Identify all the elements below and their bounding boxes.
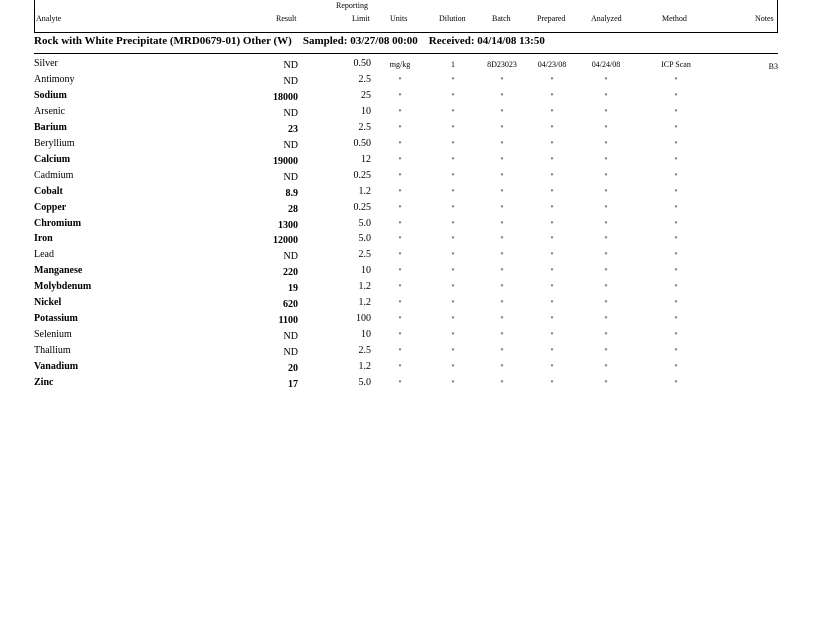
result-value: 20 xyxy=(288,363,298,375)
table-row xyxy=(0,58,816,74)
reporting-limit: 5.0 xyxy=(358,233,371,245)
table-row xyxy=(0,90,816,106)
ditto-mark: " xyxy=(550,235,554,245)
analyte-name: Manganese xyxy=(34,265,83,277)
ditto-mark: " xyxy=(451,123,455,133)
ditto-mark: " xyxy=(604,379,608,388)
ditto-mark: " xyxy=(674,203,678,213)
ditto-mark: " xyxy=(500,75,504,85)
ditto-mark: " xyxy=(550,379,554,388)
analyte-name: Nickel xyxy=(34,297,62,309)
ditto-mark: " xyxy=(451,235,455,245)
ditto-mark: " xyxy=(604,235,608,245)
header-result: Result xyxy=(276,14,297,23)
table-row xyxy=(0,313,816,329)
ditto-mark: " xyxy=(604,315,608,325)
ditto-mark: " xyxy=(674,299,678,309)
table-row xyxy=(0,377,816,393)
ditto-mark: " xyxy=(500,379,504,388)
ditto-mark: " xyxy=(604,219,608,229)
table-row xyxy=(0,138,816,154)
ditto-mark: " xyxy=(398,139,402,149)
header-limit: Limit xyxy=(352,14,370,23)
analyte-name: Chromium xyxy=(34,217,82,229)
analyte-name: Calcium xyxy=(34,153,71,165)
ditto-mark: " xyxy=(604,331,608,341)
ditto-mark: " xyxy=(674,107,678,117)
reporting-limit: 5.0 xyxy=(358,217,371,229)
reporting-limit: 1.2 xyxy=(358,361,371,373)
ditto-mark: " xyxy=(674,91,678,101)
analyte-name: Molybdenum xyxy=(34,281,92,293)
table-row xyxy=(0,265,816,281)
ditto-mark: " xyxy=(674,171,678,181)
analyte-name: Thallium xyxy=(34,345,71,357)
reporting-limit: 2.5 xyxy=(358,345,371,357)
table-row xyxy=(0,361,816,377)
ditto-mark: " xyxy=(398,219,402,229)
table-row xyxy=(0,106,816,122)
ditto-mark: " xyxy=(500,363,504,373)
ditto-mark: " xyxy=(674,331,678,341)
result-value: 18000 xyxy=(273,91,298,103)
ditto-mark: " xyxy=(398,347,402,357)
result-value: 1300 xyxy=(278,219,298,231)
reporting-limit: 10 xyxy=(361,329,371,341)
sample-sampled: Sampled: 03/27/08 00:00 xyxy=(302,35,418,47)
ditto-mark: " xyxy=(500,139,504,149)
ditto-mark: " xyxy=(604,75,608,85)
ditto-mark: " xyxy=(398,91,402,101)
result-value: 220 xyxy=(283,267,298,279)
ditto-mark: " xyxy=(604,299,608,309)
ditto-mark: " xyxy=(550,155,554,165)
analyte-name: Potassium xyxy=(34,313,78,325)
ditto-mark: " xyxy=(500,187,504,197)
header-analyte: Analyte xyxy=(36,14,62,23)
reporting-limit: 2.5 xyxy=(358,121,371,133)
reporting-limit: 1.2 xyxy=(358,185,371,197)
table-row xyxy=(0,122,816,138)
reporting-limit: 12 xyxy=(361,153,371,165)
analyte-name: Lead xyxy=(34,249,54,261)
table-row xyxy=(0,186,816,202)
ditto-mark: " xyxy=(398,331,402,341)
notes-value: B3 xyxy=(768,62,778,71)
units-value: mg/kg xyxy=(389,60,411,69)
ditto-mark: " xyxy=(500,107,504,117)
ditto-mark: " xyxy=(550,347,554,357)
result-value: 8.9 xyxy=(285,187,298,199)
ditto-mark: " xyxy=(674,283,678,293)
table-row xyxy=(0,281,816,297)
ditto-mark: " xyxy=(500,331,504,341)
table-row xyxy=(0,249,816,265)
ditto-mark: " xyxy=(604,251,608,261)
ditto-mark: " xyxy=(604,155,608,165)
header-method: Method xyxy=(662,14,687,23)
result-value: ND xyxy=(283,139,298,151)
ditto-mark: " xyxy=(674,315,678,325)
header-reporting: Reporting xyxy=(336,1,368,10)
ditto-mark: " xyxy=(674,155,678,165)
analyte-name: Silver xyxy=(34,58,58,69)
table-row xyxy=(0,154,816,170)
result-value: ND xyxy=(283,107,298,119)
ditto-mark: " xyxy=(550,75,554,85)
ditto-mark: " xyxy=(500,171,504,181)
ditto-mark: " xyxy=(500,235,504,245)
ditto-mark: " xyxy=(398,75,402,85)
header-prepared: Prepared xyxy=(537,14,566,23)
reporting-limit: 5.0 xyxy=(358,377,371,388)
ditto-mark: " xyxy=(398,379,402,388)
ditto-mark: " xyxy=(604,107,608,117)
sample-received: Received: 04/14/08 13:50 xyxy=(428,35,545,47)
ditto-mark: " xyxy=(500,91,504,101)
ditto-mark: " xyxy=(674,347,678,357)
ditto-mark: " xyxy=(398,171,402,181)
ditto-mark: " xyxy=(550,123,554,133)
ditto-mark: " xyxy=(451,283,455,293)
result-value: ND xyxy=(283,331,298,343)
result-value: 19000 xyxy=(273,155,298,167)
ditto-mark: " xyxy=(500,315,504,325)
reporting-limit: 0.50 xyxy=(353,58,371,69)
ditto-mark: " xyxy=(550,187,554,197)
reporting-limit: 2.5 xyxy=(358,249,371,261)
ditto-mark: " xyxy=(500,299,504,309)
ditto-mark: " xyxy=(451,203,455,213)
reporting-limit: 0.50 xyxy=(353,137,371,149)
result-value: ND xyxy=(283,75,298,87)
ditto-mark: " xyxy=(674,139,678,149)
ditto-mark: " xyxy=(451,155,455,165)
ditto-mark: " xyxy=(398,155,402,165)
analyte-name: Selenium xyxy=(34,329,72,341)
ditto-mark: " xyxy=(550,203,554,213)
analyte-name: Vanadium xyxy=(34,361,79,373)
method-value: ICP Scan xyxy=(661,60,691,69)
analyte-name: Sodium xyxy=(34,89,67,101)
header-batch: Batch xyxy=(492,14,511,23)
ditto-mark: " xyxy=(674,187,678,197)
ditto-mark: " xyxy=(500,267,504,277)
analyte-name: Cadmium xyxy=(34,169,74,181)
ditto-mark: " xyxy=(604,267,608,277)
ditto-mark: " xyxy=(398,251,402,261)
table-row xyxy=(0,202,816,218)
ditto-mark: " xyxy=(674,379,678,388)
ditto-mark: " xyxy=(674,251,678,261)
reporting-limit: 100 xyxy=(356,313,371,325)
separator-line xyxy=(34,53,778,54)
ditto-mark: " xyxy=(604,91,608,101)
ditto-mark: " xyxy=(451,347,455,357)
ditto-mark: " xyxy=(398,203,402,213)
reporting-limit: 25 xyxy=(361,89,371,101)
ditto-mark: " xyxy=(451,107,455,117)
result-value: ND xyxy=(283,251,298,263)
dilution-value: 1 xyxy=(451,60,455,69)
ditto-mark: " xyxy=(398,363,402,373)
ditto-mark: " xyxy=(398,283,402,293)
ditto-mark: " xyxy=(451,331,455,341)
table-row xyxy=(0,74,816,90)
ditto-mark: " xyxy=(451,171,455,181)
ditto-mark: " xyxy=(674,219,678,229)
ditto-mark: " xyxy=(550,283,554,293)
analyte-name: Iron xyxy=(34,233,53,245)
ditto-mark: " xyxy=(398,187,402,197)
reporting-limit: 1.2 xyxy=(358,281,371,293)
ditto-mark: " xyxy=(674,123,678,133)
table-row xyxy=(0,233,816,249)
reporting-limit: 0.25 xyxy=(353,169,371,181)
reporting-limit: 0.25 xyxy=(353,201,371,213)
ditto-mark: " xyxy=(604,283,608,293)
table-row xyxy=(0,218,816,234)
result-value: 17 xyxy=(288,379,298,390)
ditto-mark: " xyxy=(398,299,402,309)
analyzed-value: 04/24/08 xyxy=(591,60,621,69)
ditto-mark: " xyxy=(451,379,455,388)
ditto-mark: " xyxy=(500,203,504,213)
result-value: 620 xyxy=(283,299,298,311)
ditto-mark: " xyxy=(550,251,554,261)
analyte-name: Zinc xyxy=(34,377,54,388)
ditto-mark: " xyxy=(550,107,554,117)
ditto-mark: " xyxy=(451,299,455,309)
header-units: Units xyxy=(390,14,408,23)
ditto-mark: " xyxy=(500,123,504,133)
ditto-mark: " xyxy=(451,267,455,277)
ditto-mark: " xyxy=(604,171,608,181)
ditto-mark: " xyxy=(398,107,402,117)
ditto-mark: " xyxy=(500,219,504,229)
ditto-mark: " xyxy=(451,219,455,229)
ditto-mark: " xyxy=(451,315,455,325)
ditto-mark: " xyxy=(604,203,608,213)
header-notes: Notes xyxy=(755,14,774,23)
ditto-mark: " xyxy=(674,363,678,373)
table-row xyxy=(0,170,816,186)
result-value: 19 xyxy=(288,283,298,295)
prepared-value: 04/23/08 xyxy=(537,60,567,69)
result-value: 12000 xyxy=(273,235,298,247)
ditto-mark: " xyxy=(451,139,455,149)
ditto-mark: " xyxy=(550,315,554,325)
ditto-mark: " xyxy=(604,123,608,133)
analyte-name: Arsenic xyxy=(34,105,66,117)
ditto-mark: " xyxy=(674,267,678,277)
ditto-mark: " xyxy=(451,75,455,85)
analyte-name: Copper xyxy=(34,201,67,213)
ditto-mark: " xyxy=(398,267,402,277)
sample-title: Rock with White Precipitate (MRD0679-01) Other (W) xyxy=(34,35,292,47)
ditto-mark: " xyxy=(451,91,455,101)
ditto-mark: " xyxy=(500,347,504,357)
table-row xyxy=(0,345,816,361)
reporting-limit: 10 xyxy=(361,265,371,277)
ditto-mark: " xyxy=(451,187,455,197)
analyte-name: Barium xyxy=(34,121,67,133)
result-value: 28 xyxy=(288,203,298,215)
result-value: ND xyxy=(283,171,298,183)
ditto-mark: " xyxy=(500,283,504,293)
reporting-limit: 1.2 xyxy=(358,297,371,309)
reporting-limit: 10 xyxy=(361,105,371,117)
sample-header xyxy=(34,35,545,47)
result-value: 23 xyxy=(288,123,298,135)
result-value: 1100 xyxy=(278,315,298,327)
ditto-mark: " xyxy=(550,363,554,373)
analyte-name: Cobalt xyxy=(34,185,63,197)
ditto-mark: " xyxy=(604,139,608,149)
ditto-mark: " xyxy=(550,171,554,181)
ditto-mark: " xyxy=(500,155,504,165)
ditto-mark: " xyxy=(451,251,455,261)
ditto-mark: " xyxy=(550,267,554,277)
ditto-mark: " xyxy=(550,139,554,149)
reporting-limit: 2.5 xyxy=(358,73,371,85)
table-row xyxy=(0,297,816,313)
ditto-mark: " xyxy=(674,235,678,245)
header-dilution: Dilution xyxy=(439,14,466,23)
header-analyzed: Analyzed xyxy=(591,14,622,23)
table-row xyxy=(0,329,816,345)
result-value: ND xyxy=(283,347,298,359)
ditto-mark: " xyxy=(398,235,402,245)
analyte-name: Antimony xyxy=(34,73,75,85)
ditto-mark: " xyxy=(674,75,678,85)
ditto-mark: " xyxy=(398,123,402,133)
ditto-mark: " xyxy=(550,299,554,309)
result-value: ND xyxy=(283,60,298,71)
ditto-mark: " xyxy=(451,363,455,373)
analyte-name: Beryllium xyxy=(34,137,75,149)
ditto-mark: " xyxy=(500,251,504,261)
ditto-mark: " xyxy=(398,315,402,325)
ditto-mark: " xyxy=(604,187,608,197)
ditto-mark: " xyxy=(604,347,608,357)
ditto-mark: " xyxy=(550,219,554,229)
ditto-mark: " xyxy=(604,363,608,373)
ditto-mark: " xyxy=(550,91,554,101)
ditto-mark: " xyxy=(550,331,554,341)
batch-value: 8D23023 xyxy=(487,60,517,69)
